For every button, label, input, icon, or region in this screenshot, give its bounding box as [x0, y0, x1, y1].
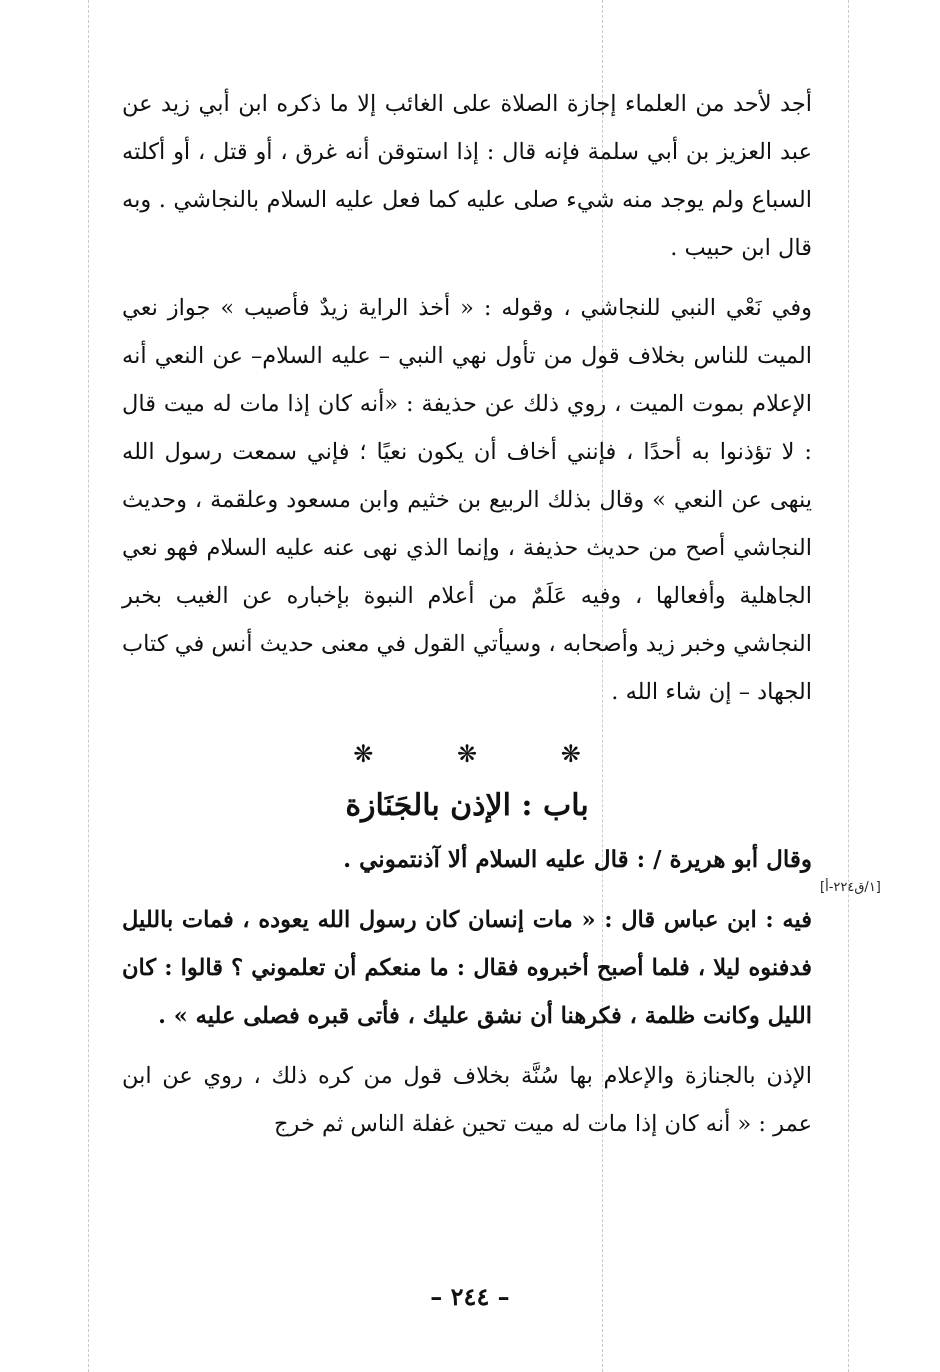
section-separator	[122, 734, 812, 774]
paragraph-ghaib-prayer: أجد لأحد من العلماء إجازة الصلاة على الغائب إلا ما ذكره ابن أبي زيد عن عبد العزيز بن أبي سلمة فإنه قال : إذا استوقن أنه غرق ، أو قتل ، أو أكلته السباع ولم يوجد منه شيء صلى عليه كما فعل عليه السلام بالنجاشي . وبه قال ابن حبيب .	[122, 91, 812, 261]
separator-star: ❋	[560, 740, 581, 768]
manuscript-folio-note: [١/ق٢٢٤-أ]	[820, 880, 881, 895]
chapter-heading: باب : الإذن بالجَنَازة	[345, 788, 589, 823]
translation-row	[122, 834, 812, 886]
page-number: – ٢٤٤ –	[430, 1282, 510, 1311]
paragraph-idhn-janaza: الإذن بالجنازة والإعلام بها سُنَّة بخلاف قول من كره ذلك ، روي عن ابن عمر : « أنه كان إذا مات له ميت تحين غفلة الناس ثم خرج	[122, 1063, 812, 1137]
scan-guide-line	[88, 0, 89, 1372]
separator-star: ❋	[456, 740, 478, 768]
page-body	[122, 80, 812, 1148]
translation-text: وقال أبو هريرة / : قال عليه السلام ألا آذنتموني .	[343, 846, 812, 873]
separator-star: ❋	[353, 740, 374, 768]
hadith-text: فيه : ابن عباس قال : « مات إنسان كان رسول الله يعوده ، فمات بالليل فدفنوه ليلا ، فلما أصبح أخبروه فقال : ما منعكم أن تعلموني ؟ قالوا : كان الليل وكانت ظلمة ، فكرهنا أن نشق عليك ، فأتى قبره فصلى عليه » .	[122, 907, 812, 1029]
scan-guide-line	[848, 0, 849, 1372]
paragraph-naay-najashi: وفي نَعْي النبي للنجاشي ، وقوله : « أخذ الراية زيدٌ فأصيب » جواز نعي الميت للناس بخلاف قول من تأول نهي النبي – عليه السلام– عن النعي أنه الإعلام بموت الميت ، روي ذلك عن حذيفة : «أنه كان إذا مات له ميت قال : لا تؤذنوا به أحدًا ، فإنني أخاف أن يكون نعيًا ؛ فإني سمعت رسول الله ينهى عن النعي » وقال بذلك الربيع بن خثيم وابن مسعود وعلقمة ، وحديث النجاشي أصح من حديث حذيفة ، وإنما الذي نهى عنه عليه السلام فهو نعي الجاهلية وأفعالها ، وفيه عَلَمٌ من أعلام النبوة بإخباره عن الغيب بخبر النجاشي وخبر زيد وأصحابه ، وسيأتي القول في معنى حديث أنس في كتاب الجهاد – إن شاء الله .	[122, 295, 812, 705]
